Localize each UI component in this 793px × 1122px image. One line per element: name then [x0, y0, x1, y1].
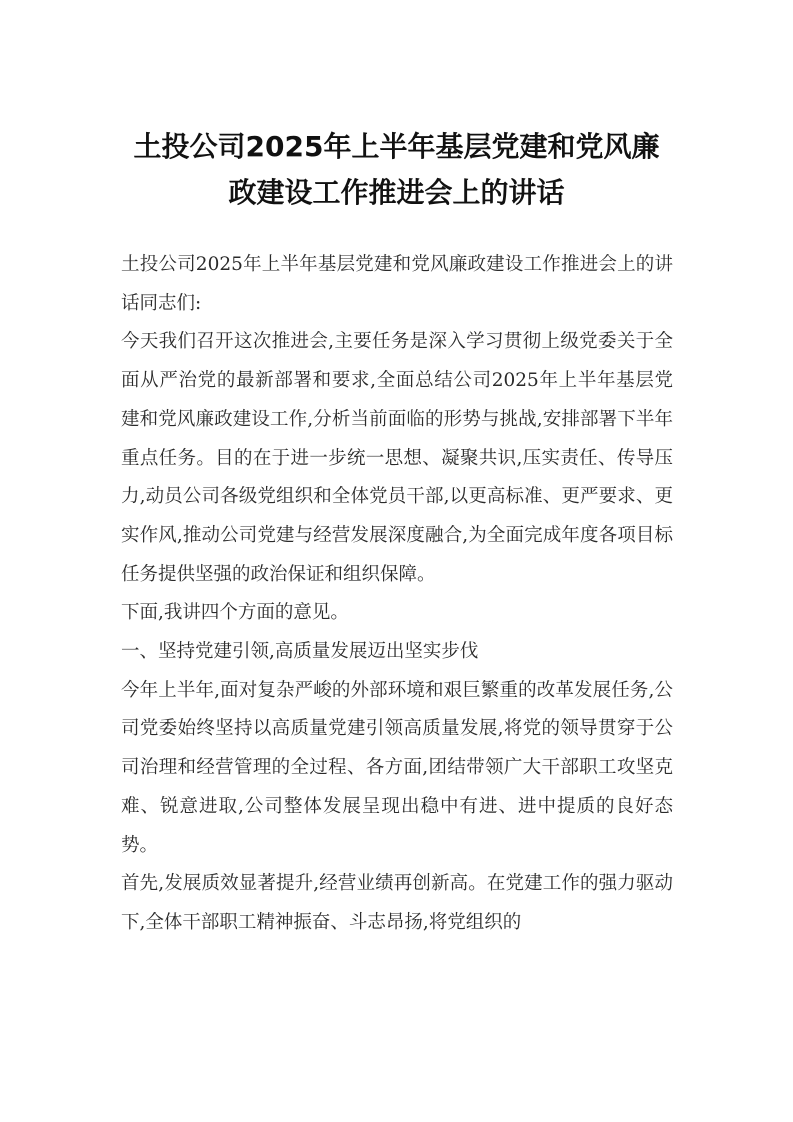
paragraph-section1-intro: 今年上半年,面对复杂严峻的外部环境和艰巨繁重的改革发展任务,公司党委始终坚持以高质量党建引领高质量发展,将党的领导贯穿于公司治理和经营管理的全过程、各方面,团结带领广大干部职工攻坚克难、锐意进取,公司整体发展呈现出稳中有进、进中提质的良好态势。 — [121, 679, 673, 856]
paragraph-outline: 下面,我讲四个方面的意见。 — [121, 602, 349, 624]
paragraph-greeting: 土投公司2025年上半年基层党建和党风廉政建设工作推进会上的讲话同志们: — [121, 254, 673, 314]
document-body — [121, 246, 673, 943]
document-title-line-1: 土投公司2025年上半年基层党建和党风廉 — [133, 130, 660, 163]
document-title-line-2: 政建设工作推进会上的讲话 — [228, 176, 565, 209]
paragraph-section1-first: 首先,发展质效显著提升,经营业绩再创新高。在党建工作的强力驱动下,全体干部职工精神振奋、斗志昂扬,将党组织的 — [121, 873, 673, 933]
paragraph-purpose: 今天我们召开这次推进会,主要任务是深入学习贯彻上级党委关于全面从严治党的最新部署和要求,全面总结公司2025年上半年基层党建和党风廉政建设工作,分析当前面临的形势与挑战,安排部署下半年重点任务。目的在于进一步统一思想、凝聚共识,压实责任、传导压力,动员公司各级党组织和全体党员干部,以更高标准、更严要求、更实作风,推动公司党建与经营发展深度融合,为全面完成年度各项目标任务提供坚强的政治保证和组织保障。 — [121, 331, 673, 585]
section-heading-1: 一、坚持党建引领,高质量发展迈出坚实步伐 — [121, 641, 479, 663]
